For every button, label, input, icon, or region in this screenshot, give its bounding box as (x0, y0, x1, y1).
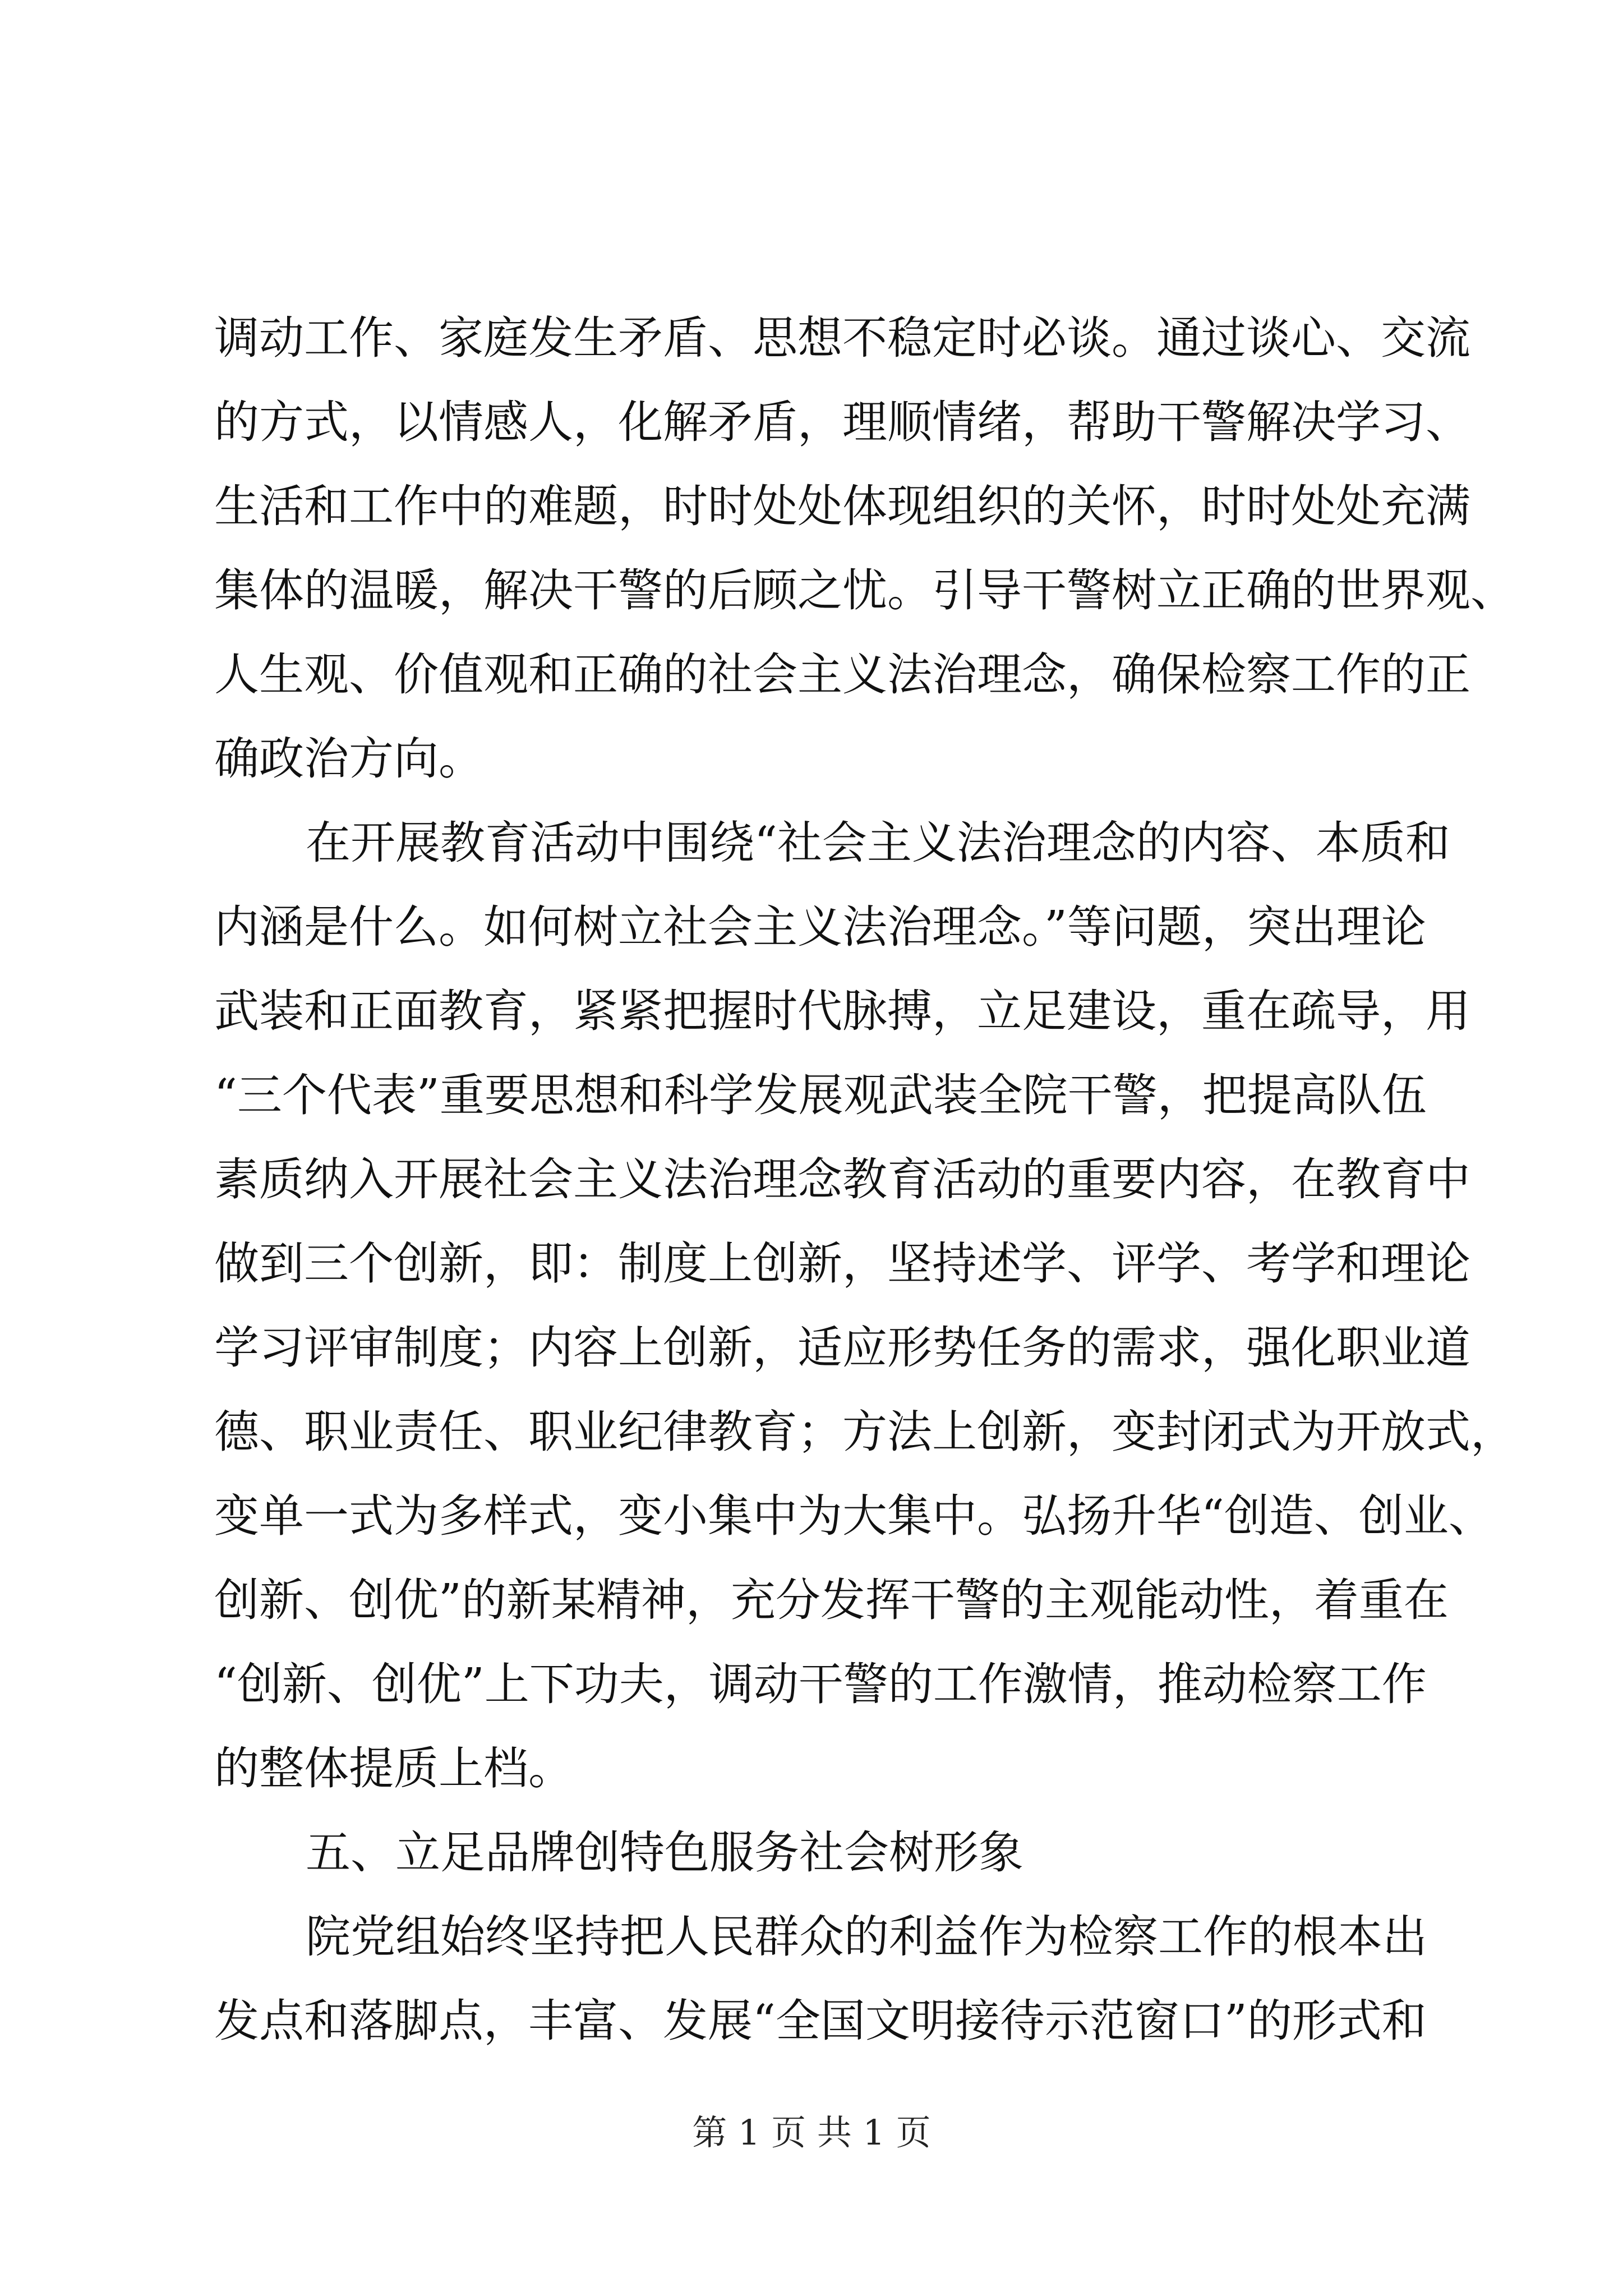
text-line: 学习评审制度；内容上创新，适应形势任务的需求，强化职业道 (214, 1322, 1470, 1374)
text-line: 生活和工作中的难题，时时处处体现组织的关怀，时时处处充满 (214, 480, 1470, 532)
text-line: 内涵是什么。如何树立社会主义法治理念。”等问题，突出理论 (214, 901, 1426, 953)
text-line: 素质纳入开展社会主义法治理念教育活动的重要内容，在教育中 (214, 1153, 1470, 1205)
section-heading: 五、立足品牌创特色服务社会树形象 (306, 1826, 1023, 1879)
text-line: 调动工作、家庭发生矛盾、思想不稳定时必谈。通过谈心、交流 (214, 312, 1470, 364)
text-line: 的方式，以情感人，化解矛盾，理顺情绪，帮助干警解决学习、 (214, 396, 1470, 448)
text-line: 变单一式为多样式，变小集中为大集中。弘扬升华“创造、创业、 (214, 1490, 1493, 1542)
text-line: 的整体提质上档。 (214, 1742, 573, 1795)
text-line: “创新、创优”上下功夫，调动干警的工作激情，推动检察工作 (214, 1658, 1427, 1710)
paragraph-first-line: 院党组始终坚持把人民群众的利益作为检察工作的根本出 (306, 1911, 1427, 1963)
text-line: 集体的温暖，解决干警的后顾之忧。引导干警树立正确的世界观、 (214, 564, 1515, 616)
text-line: 确政治方向。 (214, 733, 483, 785)
text-line: 做到三个创新，即：制度上创新，坚持述学、评学、考学和理论 (214, 1237, 1470, 1290)
page-footer: 第 1 页 共 1 页 (692, 2112, 931, 2153)
paragraph-first-line: 在开展教育活动中围绕“社会主义法治理念的内容、本质和 (306, 817, 1450, 869)
text-line: 德、职业责任、职业纪律教育；方法上创新，变封闭式为开放式， (214, 1406, 1515, 1458)
text-line: 创新、创优”的新某精神，充分发挥干警的主观能动性，着重在 (214, 1574, 1449, 1626)
text-line: “三个代表”重要思想和科学发展观武装全院干警，把提高队伍 (214, 1069, 1427, 1121)
text-line: 武装和正面教育，紧紧把握时代脉搏，立足建设，重在疏导，用 (214, 985, 1470, 1037)
text-line: 发点和落脚点，丰富、发展“全国文明接待示范窗口”的形式和 (214, 1995, 1427, 2047)
text-line: 人生观、价值观和正确的社会主义法治理念，确保检察工作的正 (214, 648, 1470, 701)
